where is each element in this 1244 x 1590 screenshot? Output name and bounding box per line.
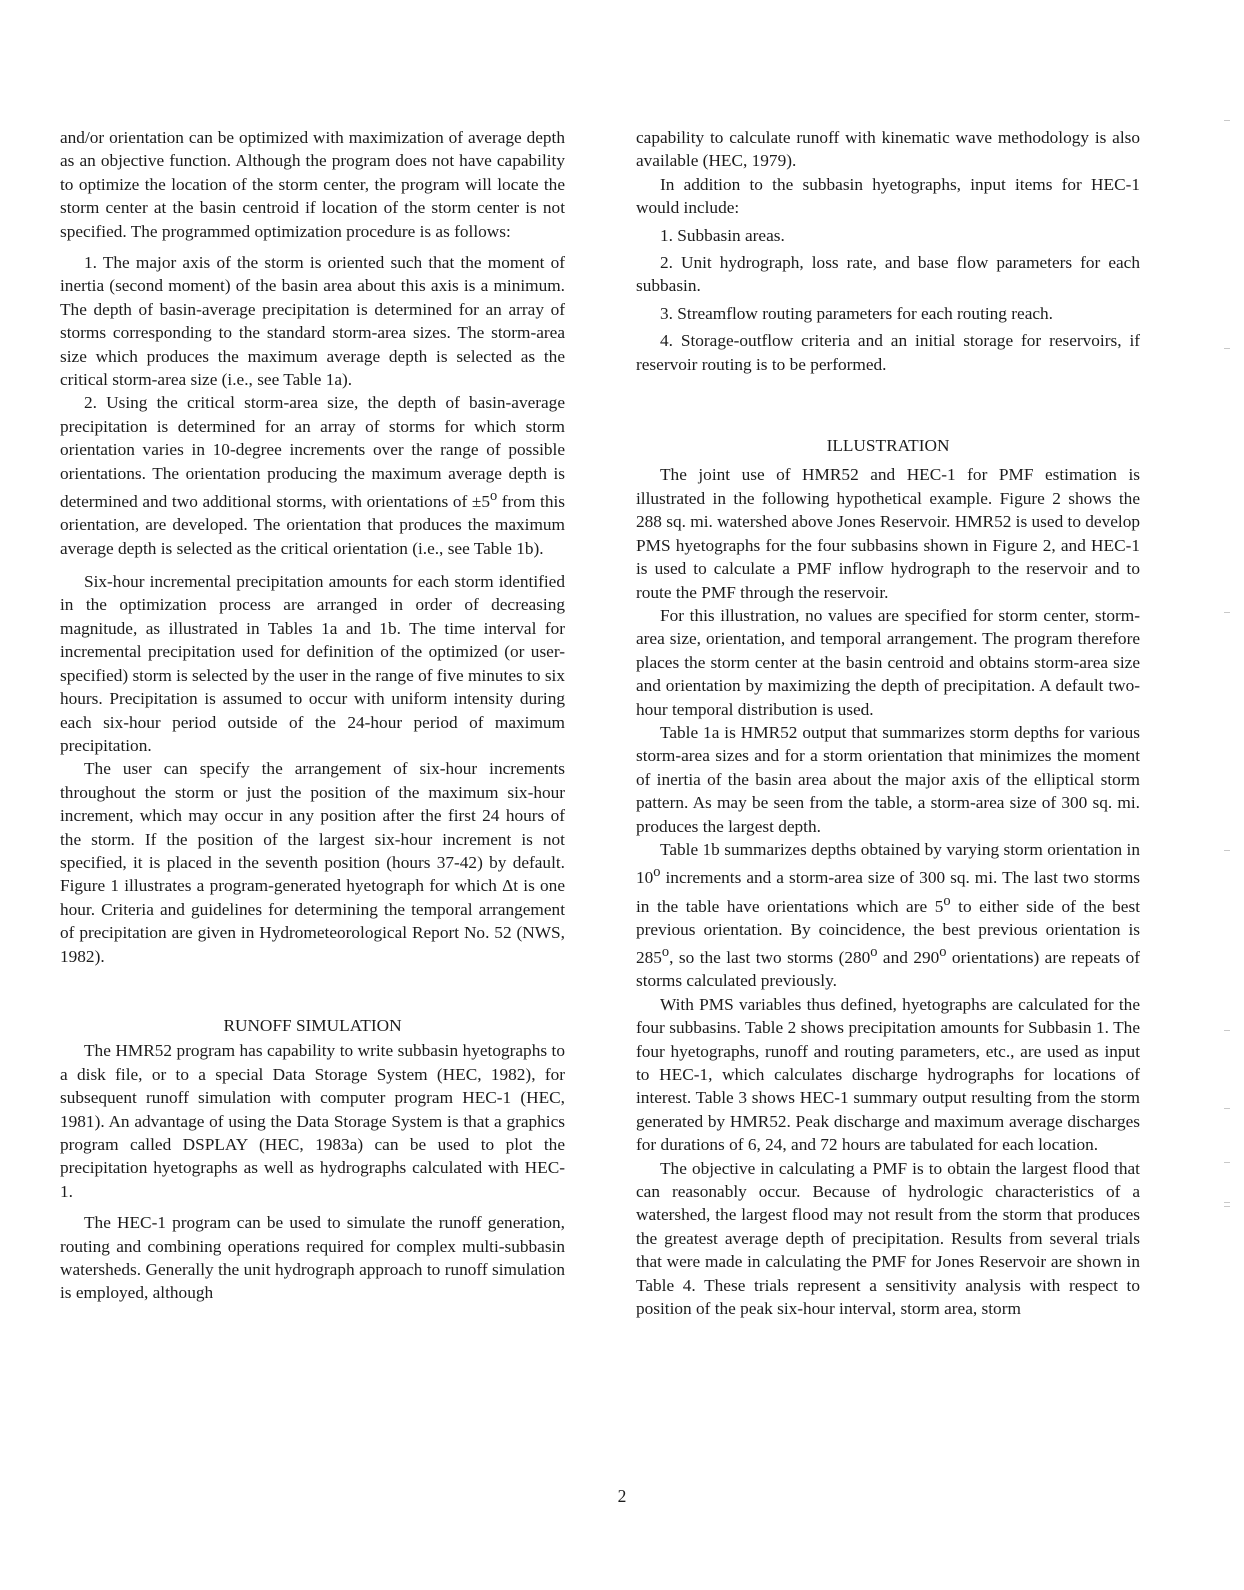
right-column [636,126,1140,1320]
text-fragment: and 290 [877,947,940,967]
scan-mark [1224,850,1230,851]
page-number: 2 [617,1486,627,1506]
text-fragment: , so the last two storms (280 [669,947,871,967]
list-item: 1. Subbasin areas. [660,225,785,245]
list-item: 2. Unit hydrograph, loss rate, and base flow parameters for each subbasin. [636,253,1140,296]
paragraph [636,838,1140,993]
paragraph: The HEC-1 program can be used to simulate the runoff generation, routing and combining operations required for complex multi-subbasin watersheds. Generally the unit hydrograph approach to runoff simulation is employed, although [60,1213,565,1303]
text-fragment: increments and a storm-area size of 300 sq. mi. The last two storms in the table have orientations which are 5 [636,868,1140,916]
text-fragment: Table 1b summarizes depths obtained by varying storm orientation in 10 [636,839,1140,888]
paragraph: capability to calculate runoff with kinematic wave methodology is also available (HEC, 1979). [636,128,1140,171]
section-heading-runoff-simulation: RUNOFF SIMULATION [223,1015,402,1035]
text-fragment: to either side of the best previous orientation. By coincidence, the best previous orientation is 285 [636,896,1140,967]
text-fragment: from this orientation, are developed. The orientation that produces the maximum average depth is selected as the critical orientation (i.e., see Table 1b). [60,491,565,558]
scan-mark [1224,1030,1230,1031]
list-item: 3. Streamflow routing parameters for each routing reach. [660,303,1053,323]
scan-mark [1224,612,1230,613]
degree-superscript: o [870,944,878,961]
text-fragment: 2. Using the critical storm-area size, the depth of basin-average precipitation is determined for an array of storms for which storm orientation varies in 10-degree increments over the range of possible orientations. The orientation producing the maximum average depth is determined and two additional storms, with orientations of ±5 [60,393,565,511]
degree-superscript: o [653,864,661,881]
degree-superscript: o [661,944,670,961]
list-item-1: 1. The major axis of the storm is oriented such that the moment of inertia (second moment) of the basin area about this axis is a minimum. The depth of basin-average precipitation is determined for an array of storms corresponding to the standard storm-area sizes. The storm-area size which produces the maximum average depth is selected as the critical storm-area size (i.e., see Table 1a). [60,253,565,390]
paragraph: The user can specify the arrangement of six-hour increments throughout the storm or just the position of the maximum six-hour increment, which may occur in any position after the first 24 hours of the storm. If the position of the largest six-hour increment is not specified, it is placed in the seventh position (hours 37-42) by default. Figure 1 illustrates a program-generated hyetograph for which Δt is one hour. Criteria and guidelines for determining the temporal arrangement of precipitation are given in Hydrometeorological Report No. 52 (NWS, 1982). [60,759,565,966]
paragraph: In addition to the subbasin hyetographs, input items for HEC-1 would include: [636,174,1140,218]
section-heading-illustration: ILLUSTRATION [826,436,950,456]
text-fragment: orientations) are repeats of storms calculated previously. [636,947,1140,991]
paragraph: Table 1a is HMR52 output that summarizes storm depths for various storm-area sizes and for a storm orientation that minimizes the moment of inertia of the basin area about the major axis of the elliptical storm pattern. As may be seen from the table, a storm-area size of 300 sq. mi. produces the largest depth. [636,722,1140,836]
paragraph: The HMR52 program has capability to write subbasin hyetographs to a disk file, or to a special Data Storage System (HEC, 1982), for subsequent runoff simulation with computer program HEC-1 (HEC, 1981). An advantage of using the Data Storage System is that a graphics program called DSPLAY (HEC, 1983a) can be used to plot the precipitation hyetographs as well as hydrographs calculated with HEC-1. [60,1041,565,1201]
scan-mark [1224,348,1230,349]
list-item-2 [60,391,565,560]
scan-mark [1224,1162,1230,1163]
scan-mark [1224,1108,1230,1109]
left-column [60,126,565,1305]
paragraph: and/or orientation can be optimized with maximization of average depth as an objective function. Although the program does not have capability to optimize the location of the storm center, the program will locate the storm center at the basin centroid if location of the storm center is not specified. The programmed optimization procedure is as follows: [60,128,565,241]
scan-mark [1224,120,1230,121]
paragraph: Six-hour incremental precipitation amounts for each storm identified in the optimization process are arranged in order of decreasing magnitude, as illustrated in Tables 1a and 1b. The time interval for incremental precipitation used for definition of the optimized (or user-specified) storm is selected by the user in the range of five minutes to six hours. Precipitation is assumed to occur with uniform intensity during each six-hour period outside of the 24-hour period of maximum precipitation. [60,572,565,755]
paragraph: The objective in calculating a PMF is to obtain the largest flood that can reasonably occur. Because of hydrologic characteristics of a watershed, the largest flood may not result from the storm that produces the greatest average depth of precipitation. Results from several trials that were made in calculating the PMF for Jones Reservoir are shown in Table 4. These trials represent a sensitivity analysis with respect to position of the peak six-hour interval, storm area, storm [636,1158,1140,1318]
paragraph: With PMS variables thus defined, hyetographs are calculated for the four subbasins. Table 2 shows precipitation amounts for Subbasin 1. The four hyetographs, runoff and routing parameters, etc., are used as input to HEC-1, which calculates discharge hydrographs for locations of interest. Table 3 shows HEC-1 summary output resulting from the storm generated by HMR52. Peak discharge and maximum average discharges for durations of 6, 24, and 72 hours are tabulated for each location. [636,994,1140,1155]
list-item: 4. Storage-outflow criteria and an initial storage for reservoirs, if reservoir routing is to be performed. [636,331,1140,374]
paragraph: The joint use of HMR52 and HEC-1 for PMF estimation is illustrated in the following hypothetical example. Figure 2 shows the 288 sq. mi. watershed above Jones Reservoir. HMR52 is used to develop PMS hyetographs for the four subbasins shown in Figure 2, and HEC-1 is used to calculate a PMF inflow hydrograph to the reservoir and to route the PMF through the reservoir. [636,465,1140,602]
scan-mark [1224,1206,1230,1207]
degree-superscript: o [943,892,951,909]
paragraph: For this illustration, no values are specified for storm center, storm-area size, orientation, and temporal arrangement. The program therefore places the storm center at the basin centroid and obtains storm-area size and orientation by maximizing the depth of precipitation. A default two-hour temporal distribution is used. [636,605,1140,719]
degree-superscript: o [489,488,498,505]
degree-superscript: o [939,944,947,961]
scan-mark [1224,1202,1230,1203]
scan-edge-marks [1218,0,1232,1590]
